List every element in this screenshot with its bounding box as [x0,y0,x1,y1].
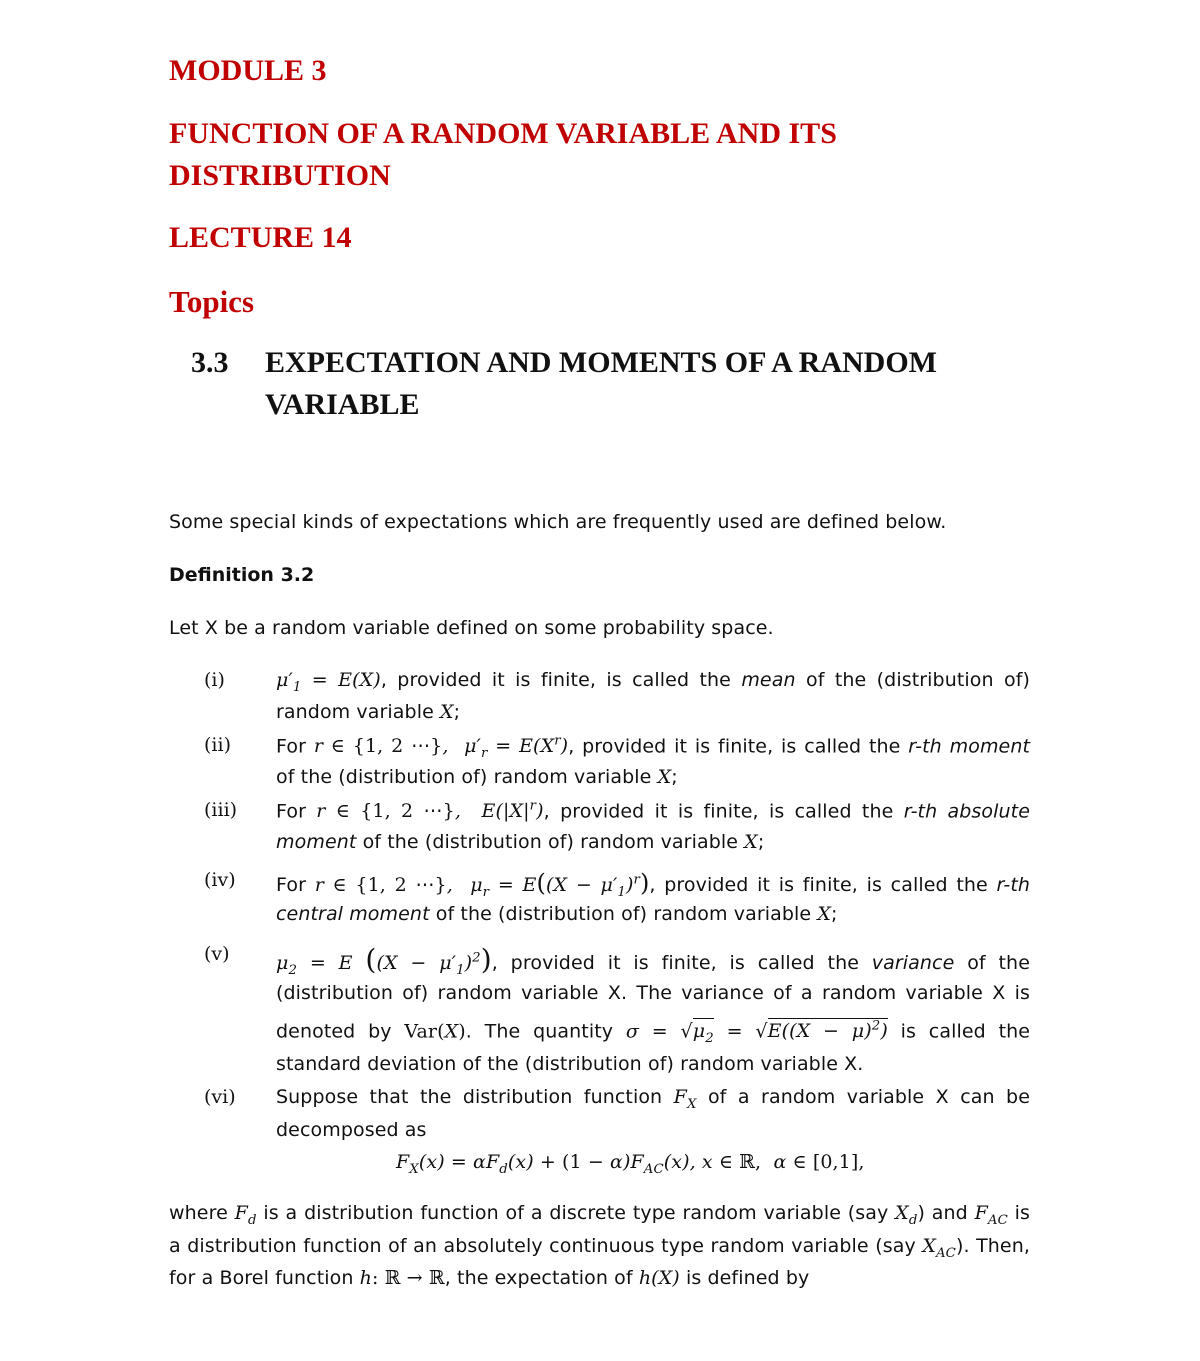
item-ii-line-1: For r ∈ {1, 2 ⋯}, $\mu'_r = E(X^r)$, provided it is finite, is called the r-th moment [276,734,1031,762]
definition-lead: Let X be a random variable defined on some probability space. [169,617,774,639]
mean-formula: $\mu'_1 = E(X)$ [276,669,381,695]
item-v-line-1: $\mu_2 = E$ $((X - \mu'_1)^2)$, provided it is finite, is called the variance of the [276,943,1030,978]
closing-line-1: where $F_d$ is a distribution function of a discrete type random variable (say $X_d$) and $F_{AC}$ is [169,1202,1031,1228]
item-v-line-4: standard deviation of the (distribution of) random variable X. [276,1053,864,1075]
section-number: 3.3 [191,346,229,379]
item-vi-line-2: decomposed as [276,1119,427,1141]
term-r-th: r-th [996,874,1031,896]
term-r-th-moment: r-th moment [908,735,1031,758]
item-iii-line-1: For r ∈ {1, 2 ⋯}, $E(|X|^r)$, provided it is finite, is called the r-th absolute [276,799,1031,823]
item-label-iv: (iv) [204,869,236,891]
item-label-iii: (iii) [204,799,238,821]
item-v-line-3: denoted by Var(X). The quantity $\sigma = √\mu_2 = √E((X - \mu)^2)$ is called the [276,1019,1031,1047]
item-ii-line-2: of the (distribution of) random variable X; [276,766,678,788]
term-r-th-absolute: r-th absolute [903,800,1031,823]
closing-line-2: a distribution function of an absolutely continuous type random variable (say $X_{AC}$). Then, [169,1235,1030,1261]
item-iv-line-1: For r ∈ {1, 2 ⋯}, $\mu_r = E((X - \mu'_1)^r)$, provided it is finite, is called the r-th [276,869,1031,900]
item-label-vi: (vi) [204,1086,236,1108]
std-dev-formula: $\sigma = √\mu_2 = √E((X - \mu)^2)$ [625,1019,888,1047]
module-title-line-1: FUNCTION OF A RANDOM VARIABLE AND ITS [169,117,837,150]
intro-paragraph: Some special kinds of expectations which are frequently used are defined below. [169,511,947,533]
item-label-ii: (ii) [204,734,231,756]
item-label-i: (i) [204,669,225,691]
section-title-line-2: VARIABLE [265,388,420,421]
topics-heading: Topics [169,284,255,319]
decomposition-formula: $F_X(x) = \alpha F_d(x) + (1 - \alpha)F_{AC}(x)$, x ∈ ℝ, α ∈ [0,1], [396,1151,865,1177]
item-iv-line-2: central moment of the (distribution of) random variable X; [276,903,838,925]
item-label-v: (v) [204,943,230,965]
module-heading: MODULE 3 [169,54,327,87]
closing-line-3: for a Borel function h: ℝ → ℝ, the expectation of h(X) is defined by [169,1267,810,1289]
item-iii-line-2: moment of the (distribution of) random variable X; [276,831,765,853]
item-i-line-1: $\mu'_1 = E(X)$, provided it is finite, is called the mean of the (distribution of) [276,669,1031,695]
module-title-line-2: DISTRIBUTION [169,159,391,192]
item-vi-line-1: Suppose that the distribution function $F_X$ of a random variable X can be [276,1086,1031,1112]
lecture-heading: LECTURE 14 [169,221,352,254]
item-i-line-2: random variable X; [276,701,461,723]
term-mean: mean [741,669,796,691]
term-variance: variance [871,952,955,974]
variance-formula: $\mu_2 = E$ $((X - \mu'_1)^2)$ [276,943,492,978]
definition-heading: Definition 3.2 [169,564,315,586]
section-title-line-1: EXPECTATION AND MOMENTS OF A RANDOM [265,346,937,379]
item-v-line-2: (distribution of) random variable X. The variance of a random variable X is [276,982,1030,1004]
